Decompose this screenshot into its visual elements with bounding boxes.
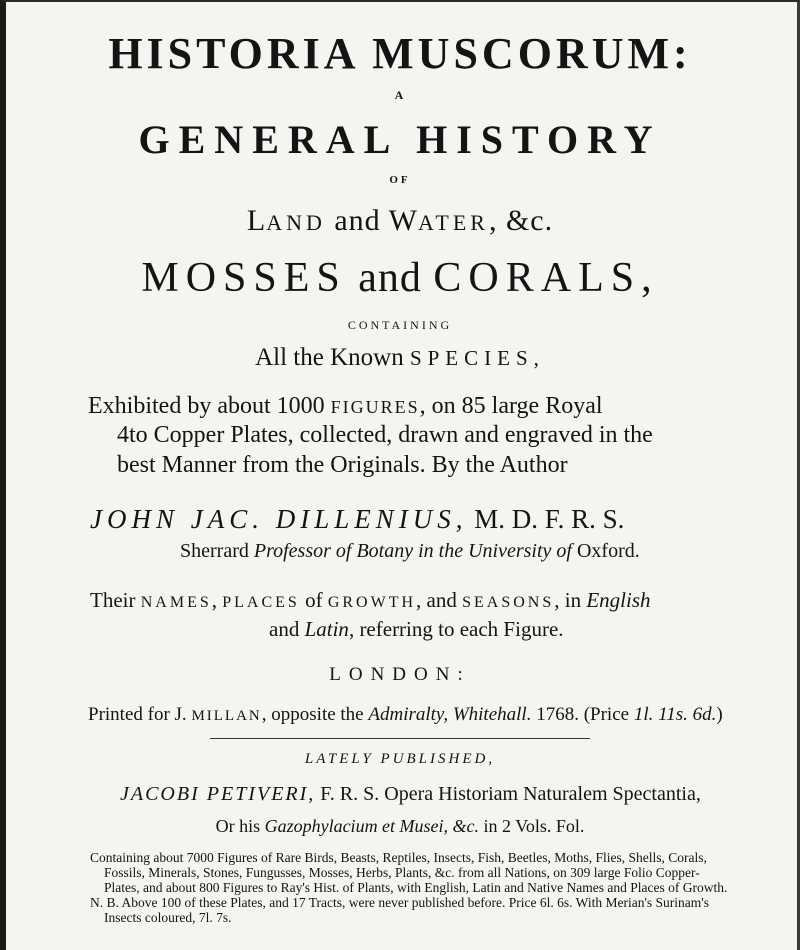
fine-print-line-1: Containing about 7000 Figures of Rare Birds, Beasts, Reptiles, Insects, Fish, Beetles, Moths, Flies, Shells, Corals, [90,850,707,865]
lately-published-heading: LATELY PUBLISHED, [304,751,496,767]
subtitle-general-history: GENERAL HISTORY [138,117,662,162]
petiveri-line: JACOBI PETIVERI, F. R. S. Opera Historiam Naturalem Spectantia, [120,783,701,805]
professor-line: Sherrard Professor of Botany in the University of Oxford. [180,540,640,562]
page-title: HISTORIA MUSCORUM: [108,29,692,78]
article-a: A [394,88,406,102]
body-line-2: 4to Copper Plates, collected, drawn and engraved in the [117,422,653,448]
fine-print-line-3: Plates, and about 800 Figures to Ray's Hist. of Plants, with English, Latin and Native Names and Places of Growth. [104,880,728,895]
body-line-1: Exhibited by about 1000 FIGURES, on 85 large Royal [88,393,603,419]
containing-label: CONTAINING [347,318,453,332]
land-water-line: LAND and WATER, &c. [246,204,554,237]
divider-rule [210,738,590,739]
word-of: OF [389,174,411,186]
fine-print-line-2: Fossils, Minerals, Stones, Fungusses, Mosses, Herbs, Plants, &c. from all Nations, on 309 large Folio Copper- [104,865,700,880]
fine-print-line-4: N. B. Above 100 of these Plates, and 17 Tracts, were never published before. Price 6l. 6s. With Merian's Surinam's [90,895,709,910]
fine-print-line-5: Insects coloured, 7l. 7s. [104,910,232,925]
london-heading: LONDON: [329,664,471,685]
imprint-line: Printed for J. MILLAN, opposite the Admiralty, Whitehall. 1768. (Price 1l. 11s. 6d.) [88,704,723,725]
names-line-1: Their NAMES, PLACES of GROWTH, and SEASONS, in English [90,588,651,612]
author-line: JOHN JAC. DILLENIUS, M. D. F. R. S. [90,504,625,534]
gazophylacium-line: Or his Gazophylacium et Musei, &c. in 2 Vols. Fol. [215,816,585,836]
species-line: All the Known SPECIES, [255,344,545,371]
mosses-corals-line: MOSSES and CORALS, [141,255,659,301]
names-line-2: and Latin, referring to each Figure. [269,617,564,641]
body-line-3: best Manner from the Originals. By the Author [117,452,568,478]
